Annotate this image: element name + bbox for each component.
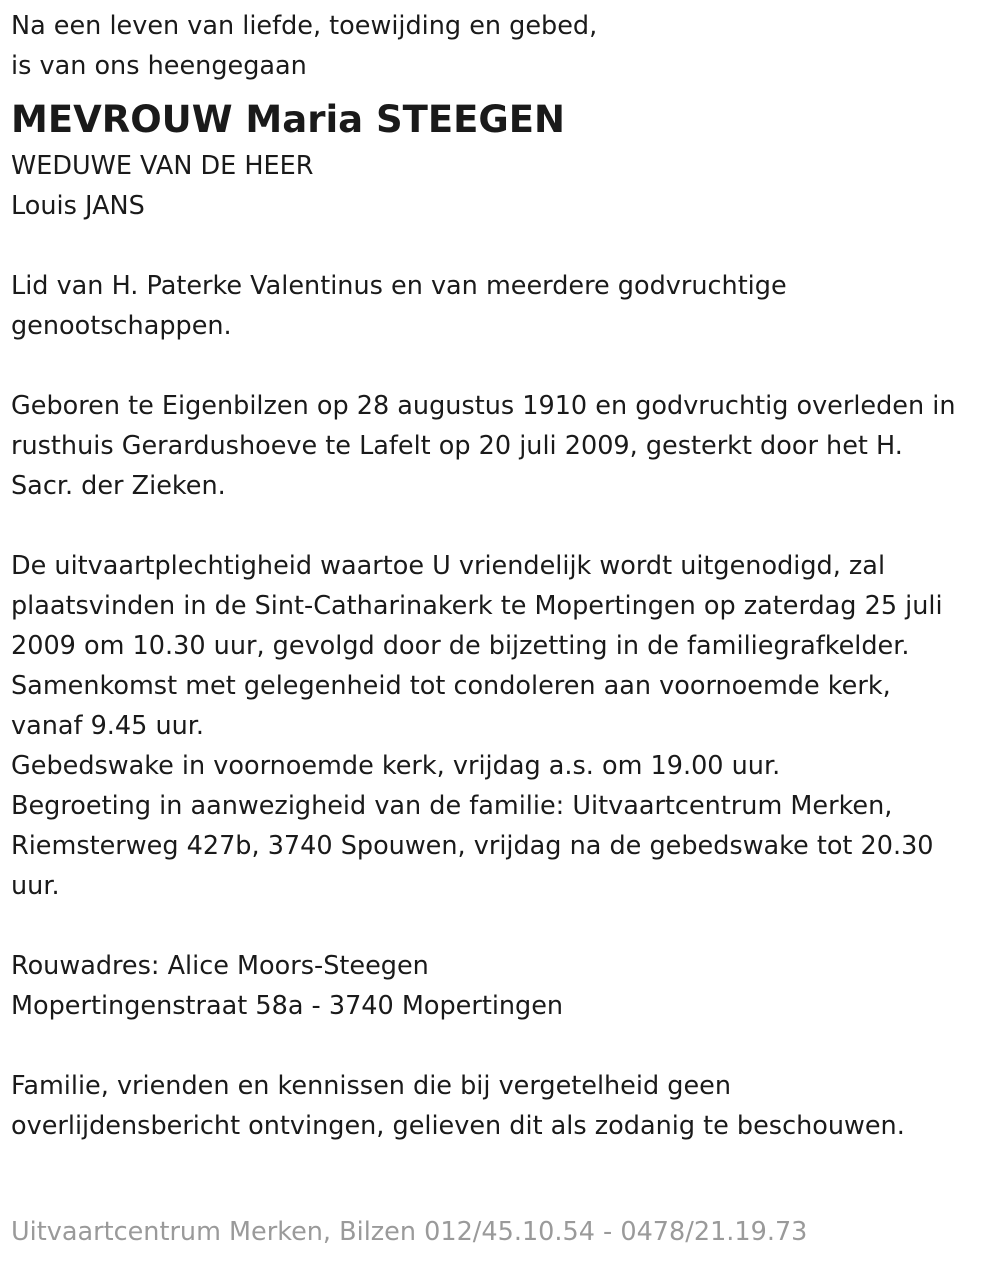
intro-line: is van ons heengegaan — [11, 51, 307, 81]
spouse-line: WEDUWE VAN DE HEER — [11, 151, 314, 181]
paragraph-line: plaatsvinden in de Sint-Catharinakerk te Mopertingen op zaterdag 25 juli — [11, 591, 943, 621]
mourning-address — [11, 946, 991, 1026]
paragraph-line: De uitvaartplechtigheid waartoe U vriendelijk wordt uitgenodigd, zal — [11, 551, 886, 581]
ceremony-paragraph — [11, 546, 991, 906]
paragraph-line: uur. — [11, 871, 60, 901]
intro-line: Na een leven van liefde, toewijding en gebed, — [11, 11, 598, 41]
paragraph-line: rusthuis Gerardushoeve te Lafelt op 20 juli 2009, gesterkt door het H. — [11, 431, 903, 461]
intro-text — [11, 6, 991, 86]
paragraph-line: Sacr. der Zieken. — [11, 471, 226, 501]
notice-paragraph — [11, 1066, 991, 1146]
address-line: Mopertingenstraat 58a - 3740 Mopertingen — [11, 991, 564, 1021]
paragraph-line: overlijdensbericht ontvingen, gelieven dit als zodanig te beschouwen. — [11, 1111, 905, 1141]
paragraph-line: Begroeting in aanwezigheid van de familie: Uitvaartcentrum Merken, — [11, 791, 893, 821]
paragraph-line: 2009 om 10.30 uur, gevolgd door de bijzetting in de familiegrafkelder. — [11, 631, 910, 661]
obituary-notice — [11, 6, 991, 1146]
birth-death-paragraph — [11, 386, 991, 506]
address-line: Rouwadres: Alice Moors-Steegen — [11, 951, 429, 981]
spouse-line: Louis JANS — [11, 191, 145, 221]
spouse-info — [11, 146, 991, 226]
paragraph-line: Familie, vrienden en kennissen die bij vergetelheid geen — [11, 1071, 731, 1101]
deceased-name: MEVROUW Maria STEEGEN — [11, 98, 566, 141]
paragraph-line: Riemsterweg 427b, 3740 Spouwen, vrijdag na de gebedswake tot 20.30 — [11, 831, 934, 861]
paragraph-line: vanaf 9.45 uur. — [11, 711, 205, 741]
paragraph-line: Samenkomst met gelegenheid tot condoleren aan voornoemde kerk, — [11, 671, 891, 701]
paragraph-line: Lid van H. Paterke Valentinus en van meerdere godvruchtige — [11, 271, 787, 301]
paragraph-line: genootschappen. — [11, 311, 232, 341]
paragraph-line: Geboren te Eigenbilzen op 28 augustus 1910 en godvruchtig overleden in — [11, 391, 956, 421]
funeral-home-footer: Uitvaartcentrum Merken, Bilzen 012/45.10.54 - 0478/21.19.73 — [11, 1217, 808, 1247]
membership-paragraph — [11, 266, 991, 346]
paragraph-line: Gebedswake in voornoemde kerk, vrijdag a.s. om 19.00 uur. — [11, 751, 781, 781]
